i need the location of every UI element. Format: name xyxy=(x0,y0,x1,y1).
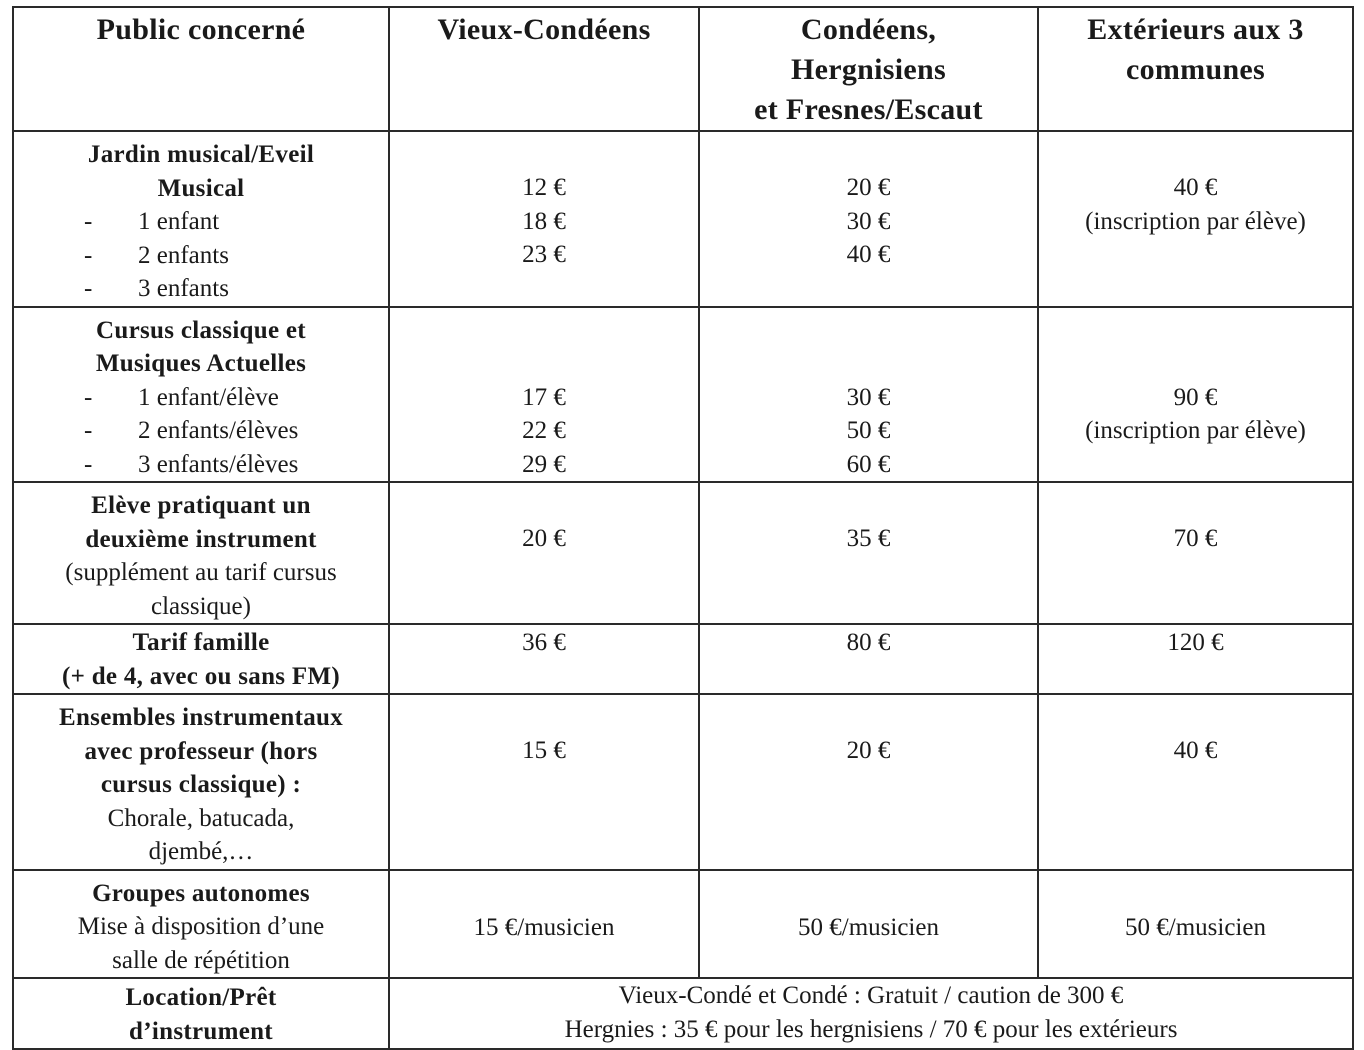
cursus-vieux-condeens: 17 € 22 € 29 € xyxy=(389,307,699,483)
label-ensembles-instrumentaux: Ensembles instrumentaux avec professeur (hors cursus classique) : Chorale, batucada, djembé,… xyxy=(13,694,389,870)
label-location-pret: Location/Prêt d’instrument xyxy=(13,978,389,1049)
header-vieux-condeens: Vieux-Condéens xyxy=(389,7,699,131)
label-deuxieme-instrument: Elève pratiquant un deuxième instrument (supplément au tarif cursus classique) xyxy=(13,482,389,624)
header-row xyxy=(13,7,1353,131)
location-conditions: Vieux-Condé et Condé : Gratuit / caution de 300 € Hergnies : 35 € pour les hergnisiens / 70 € pour les extérieurs xyxy=(389,978,1353,1049)
row-location-pret xyxy=(13,978,1353,1049)
row-jardin-musical xyxy=(13,131,1353,307)
deuxieme-exterieurs: 70 € xyxy=(1038,482,1353,624)
famille-exterieurs: 120 € xyxy=(1038,624,1353,694)
deuxieme-vieux-condeens: 20 € xyxy=(389,482,699,624)
ensembles-vieux-condeens: 15 € xyxy=(389,694,699,870)
row-groupes-autonomes xyxy=(13,870,1353,979)
label-tarif-famille: Tarif famille (+ de 4, avec ou sans FM) xyxy=(13,624,389,694)
label-cursus-classique: Cursus classique et Musiques Actuelles - 1 enfant/élève - 2 enfants/élèves - 3 enfants/élèves xyxy=(13,307,389,483)
option-3-enfants-eleves: - 3 enfants/élèves xyxy=(84,450,299,478)
row-tarif-famille xyxy=(13,624,1353,694)
ensembles-exterieurs: 40 € xyxy=(1038,694,1353,870)
jardin-vieux-condeens: 12 € 18 € 23 € xyxy=(389,131,699,307)
option-3-enfants: - 3 enfants xyxy=(84,275,229,302)
header-exterieurs: Extérieurs aux 3 communes xyxy=(1038,7,1353,131)
groupes-exterieurs: 50 €/musicien xyxy=(1038,870,1353,979)
deuxieme-condeens: 35 € xyxy=(699,482,1038,624)
cursus-exterieurs: 90 € (inscription par élève) xyxy=(1038,307,1353,483)
row-cursus-classique xyxy=(13,307,1353,483)
option-1-enfant: - 1 enfant xyxy=(84,208,220,235)
tarifs-table xyxy=(12,6,1354,1050)
famille-vieux-condeens: 36 € xyxy=(389,624,699,694)
option-1-enfant-eleve: - 1 enfant/élève xyxy=(84,383,279,411)
row-ensembles-instrumentaux xyxy=(13,694,1353,870)
groupes-condeens: 50 €/musicien xyxy=(699,870,1038,979)
option-2-enfants-eleves: - 2 enfants/élèves xyxy=(84,417,299,444)
jardin-exterieurs: 40 € (inscription par élève) xyxy=(1038,131,1353,307)
header-public-concerne: Public concerné xyxy=(13,7,389,131)
jardin-condeens: 20 € 30 € 40 € xyxy=(699,131,1038,307)
header-condeens: Condéens, Hergnisiens et Fresnes/Escaut xyxy=(699,7,1038,131)
option-2-enfants: - 2 enfants xyxy=(84,241,229,269)
cursus-condeens: 30 € 50 € 60 € xyxy=(699,307,1038,483)
famille-condeens: 80 € xyxy=(699,624,1038,694)
label-groupes-autonomes: Groupes autonomes Mise à disposition d’une salle de répétition xyxy=(13,870,389,979)
groupes-vieux-condeens: 15 €/musicien xyxy=(389,870,699,979)
ensembles-condeens: 20 € xyxy=(699,694,1038,870)
label-jardin-musical: Jardin musical/Eveil Musical - 1 enfant - 2 enfants - 3 enfants xyxy=(13,131,389,307)
row-deuxieme-instrument xyxy=(13,482,1353,624)
